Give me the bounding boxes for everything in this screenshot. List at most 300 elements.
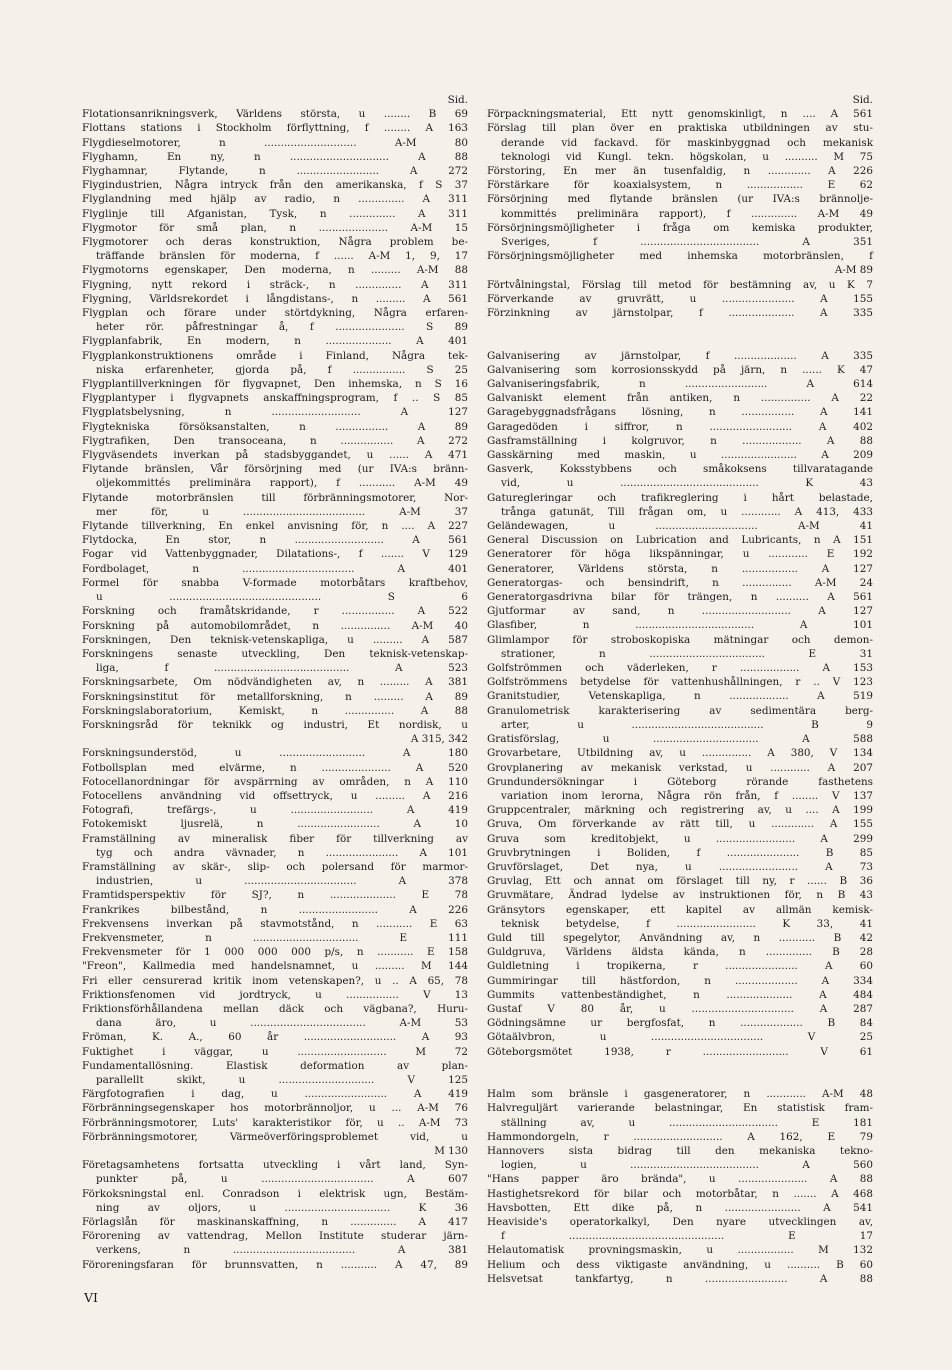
index-entry: [82, 263, 468, 277]
index-entry-text: Forskningsunderstöd, u .......................... A 180: [82, 747, 468, 760]
index-entry-text: Gruva som kreditobjekt, u ........................ A 299: [487, 832, 873, 845]
index-entry: [487, 476, 873, 490]
index-entry: [487, 377, 873, 391]
index-entry: [82, 718, 468, 732]
index-entry-text: Flygplantillverkningen för flygvapnet, Den inhemska, n S 16: [82, 378, 468, 391]
index-entry-text: strationer, n ................................... E 31: [501, 647, 873, 660]
index-entry-text: Gaturegleringar och trafikreglering i hårt belastade,: [487, 491, 873, 504]
index-entry-text: Frekvensmeter för 1 000 000 000 p/s, n ........... E 158: [82, 946, 468, 959]
index-entry: [82, 1187, 468, 1201]
index-entry-text: Förpackningsmaterial, Ett nytt genomskinligt, n .... A 561: [487, 108, 873, 121]
index-entry-text: Grovarbetare, Utbildning av, u ............... A 380, V 134: [487, 747, 873, 760]
index-entry: [487, 121, 873, 135]
index-entry: [82, 1087, 468, 1101]
index-entry-text: Flytande bränslen, Vår försörjning med (ur IVA:s bränn-: [82, 463, 468, 476]
index-entry-text: Guldletning i tropikerna, r ...................... A 60: [487, 960, 873, 973]
index-entry: [82, 704, 468, 718]
index-entry: [487, 547, 873, 561]
index-entry-text: Forskningens senaste utveckling, Den teknisk-vetenskap-: [82, 647, 468, 660]
index-entry: [82, 448, 468, 462]
index-entry: [487, 1215, 873, 1229]
index-entry: [82, 1243, 468, 1257]
index-entry: [82, 974, 468, 988]
index-entry-text: Försörjningsmöjligheter med inhemska motorbränslen, f: [487, 250, 873, 263]
index-entry: [487, 1258, 873, 1272]
index-entry: [487, 1172, 873, 1186]
index-entry-text: Generatorgasdrivna bilar för trängen, n .......... A 561: [487, 591, 873, 604]
index-entry: [487, 618, 873, 632]
index-entry: [82, 306, 468, 320]
index-entry: [82, 1201, 468, 1215]
index-entry: [487, 576, 873, 590]
index-entry: [82, 476, 468, 490]
index-entry-text: Friktionsfenomen vid jordtryck, u ................ V 13: [82, 988, 468, 1001]
index-entry-text: "Freon", Kallmedia med handelsnamnet, u ......... M 144: [82, 960, 468, 973]
index-entry-text: A 315, 342: [410, 733, 468, 746]
index-entry-text: vid, u .......................................... K 43: [501, 477, 873, 490]
index-entry-text: Gruvmätare, Ändrad lydelse av instruktionen för, n B 43: [487, 889, 873, 902]
index-entry: [82, 775, 468, 789]
index-entry: [82, 249, 468, 263]
index-entry: [82, 1045, 468, 1059]
index-entry: [487, 974, 873, 988]
index-entry: [487, 136, 873, 150]
index-entry: [82, 959, 468, 973]
index-entry: [487, 874, 873, 888]
index-entry: [82, 136, 468, 150]
index-entry: [487, 505, 873, 519]
index-entry-text: Flygtrafiken, Den transoceana, n ................ A 272: [82, 434, 468, 447]
index-entry: [487, 1045, 873, 1059]
index-entry: [487, 590, 873, 604]
index-entry-text: Glimlampor för stroboskopiska mätningar och demon-: [487, 633, 873, 646]
index-entry: [487, 420, 873, 434]
index-entry-text: "Hans papper äro brända", u ..................... A 88: [487, 1173, 873, 1186]
index-entry: [82, 661, 468, 675]
index-entry-text: ning av oljors, u ................................ K 36: [96, 1201, 468, 1214]
index-entry-text: Golfströmmens betydelse för vattenhushållningen, r .. V 123: [487, 676, 873, 689]
index-entry-text: Flygplatsbelysning, n ........................... A 127: [82, 406, 468, 419]
index-entry-text: Fotbollsplan med elvärme, n ..................... A 520: [82, 761, 468, 774]
index-entry: [82, 619, 468, 633]
index-entry-text: Flygtekniska försöksanstalten, n ................ A 89: [82, 420, 468, 433]
index-entry-text: Flygplan och förare under störtdykning, Några erfaren-: [82, 307, 468, 320]
index-entry: [487, 207, 873, 221]
index-entry: [487, 846, 873, 860]
index-entries: [487, 107, 873, 1286]
index-entry: [82, 604, 468, 618]
index-entry: [487, 931, 873, 945]
index-entry-text: Föroreningsfaran för brunnsvatten, n ........... A 47, 89: [82, 1258, 468, 1271]
index-entry: [82, 988, 468, 1002]
index-entry-text: Förverkande av gruvrätt, u ...................... A 155: [487, 292, 873, 305]
index-entry-text: Halm som bränsle i gasgeneratorer, n ............ A-M 48: [487, 1088, 873, 1101]
index-entry: [82, 846, 468, 860]
index-entry: [82, 1030, 468, 1044]
index-entry-text: Flyglinje till Afganistan, Tysk, n .............. A 311: [82, 207, 468, 220]
section-gap: [487, 1059, 873, 1073]
index-entry: [82, 732, 468, 746]
index-entry-text: Frankrikes bilbestånd, n ........................ A 226: [82, 903, 468, 916]
index-entry: [487, 1187, 873, 1201]
index-entry-text: Förbränningsmotorer, Luts' karakteristikor för, u .. A-M 73: [82, 1116, 468, 1129]
index-entry: [82, 349, 468, 363]
index-entry-text: Flygplantyper i flygvapnets anskaffningsprogram, f .. S 85: [82, 392, 468, 405]
section-gap: [487, 334, 873, 348]
index-entry-text: Företagsamhetens fortsatta utveckling i vårt land, Syn-: [82, 1159, 468, 1172]
index-entry: [82, 1258, 468, 1272]
index-entry-text: derande vid fackavd. för maskinbyggnad och mekanisk: [501, 136, 873, 149]
index-entry-text: Flygning, nytt rekord i sträck-, n .............. A 311: [82, 278, 468, 291]
index-entry-text: Flygväsendets inverkan på stadsbyggandet, u ...... A 471: [82, 449, 468, 462]
index-entry-text: Forskningslaboratorium, Kemiskt, n ............... A 88: [82, 704, 468, 717]
index-entry: [487, 434, 873, 448]
index-entry-text: Förlagslån för maskinanskaffning, n .............. A 417: [82, 1216, 468, 1229]
index-entry: [82, 1059, 468, 1073]
index-entry-text: Galvanisering som korrosionsskydd på järn, n ...... K 47: [487, 363, 873, 376]
index-entry: [82, 832, 468, 846]
index-entry: [82, 434, 468, 448]
index-entry: [82, 420, 468, 434]
index-entry-text: kommittés preliminära rapport), f .............. A-M 49: [501, 207, 873, 220]
index-entry: [487, 235, 873, 249]
index-entry-text: Framtidsperspektiv för SJ?, n .................... E 78: [82, 889, 468, 902]
index-entry: [82, 278, 468, 292]
index-entry-text: heter rör. påfrestningar å, f ..................... S 89: [96, 321, 468, 334]
index-entry-text: Gasskärning med maskin, u ....................... A 209: [487, 449, 873, 462]
index-entry: [487, 888, 873, 902]
index-entry-text: Förtvålningstal, Förslag till metod för bestämning av, u K 7: [487, 278, 873, 291]
index-entry-text: Generatorer, Världens största, n ................. A 127: [487, 562, 873, 575]
index-entry: [487, 1201, 873, 1215]
index-entry-text: Fordbolaget, n .................................. A 401: [82, 562, 468, 575]
index-entry-text: Galvanisering av järnstolpar, f ................... A 335: [487, 349, 873, 362]
index-entry: [487, 832, 873, 846]
index-entry: [82, 292, 468, 306]
index-entry-text: Förkoksningstal enl. Conradson i elektrisk ugn, Bestäm-: [82, 1187, 468, 1200]
index-entry-text: Framställning av skär-, slip- och polersand för marmor-: [82, 860, 468, 873]
index-entry-text: Fotocellanordningar för avspärrning av områden, n A 110: [82, 775, 468, 788]
index-entry-text: f ............................................... E 17: [501, 1230, 873, 1243]
index-entry: [487, 917, 873, 931]
index-entry: [487, 1272, 873, 1286]
page-number: VI: [84, 1290, 98, 1305]
index-entry-text: Hastighetsrekord för bilar och motorbåtar, n ....... A 468: [487, 1187, 873, 1200]
index-entry: [487, 1030, 873, 1044]
index-entry-text: Gustaf V 80 år, u ............................... A 287: [487, 1002, 873, 1015]
index-entry-text: industrien, u .................................. A 378: [96, 875, 468, 888]
index-entry: [82, 1158, 468, 1172]
index-entry: [487, 1016, 873, 1030]
index-entry: [82, 363, 468, 377]
index-entry: [82, 405, 468, 419]
index-entry: [82, 462, 468, 476]
index-entry-text: Formel för snabba V-formade motorbåtars kraftbehov,: [82, 576, 468, 589]
index-entry: [82, 1101, 468, 1115]
index-entry: [487, 221, 873, 235]
index-entry: [487, 1101, 873, 1115]
index-entry: [487, 647, 873, 661]
index-entry-text: Heaviside's operatorkalkyl, Den nyare utvecklingen av,: [487, 1215, 873, 1228]
index-entry-text: arter, u ........................................ B 9: [501, 718, 873, 731]
index-entry: [82, 391, 468, 405]
index-entry: [487, 746, 873, 760]
index-entry-text: ställning av, u ................................. E 181: [501, 1116, 873, 1129]
index-entry-text: Forskningen, Den teknisk-vetenskapliga, u ......... A 587: [82, 633, 468, 646]
index-entry-text: Friktionsförhållandena mellan däck och vägbana?, Huru-: [82, 1002, 468, 1015]
index-entry-text: Framställning av mineralisk fiber för tillverkning av: [82, 832, 468, 845]
index-entry-text: oljekommittés preliminära rapport), f ........... A-M 49: [96, 477, 468, 490]
index-entry: [487, 817, 873, 831]
index-entry-text: Garagebyggnadsfrågans lösning, n ................ A 141: [487, 406, 873, 419]
index-entry-text: Flytdocka, En stor, n ........................... A 561: [82, 534, 468, 547]
index-entry: [82, 547, 468, 561]
index-entry-text: parallellt skikt, u ............................. V 125: [96, 1074, 468, 1086]
index-entry: [487, 249, 873, 263]
index-entry-text: u .............................................. S 6: [96, 591, 468, 604]
index-entry-text: Galvaniseringsfabrik, n ......................... A 614: [487, 378, 873, 391]
index-entry: [82, 917, 468, 931]
index-entry-text: Flotationsanrikningsverk, Världens största, u ........ B 69: [82, 108, 468, 121]
index-entry-text: punkter på, u .................................. A 607: [96, 1173, 468, 1186]
index-entry-text: träffande bränslen för moderna, f ...... A-M 1, 9, 17: [96, 250, 468, 263]
index-entry: [82, 931, 468, 945]
index-entry: [487, 1144, 873, 1158]
index-entry-text: Forskningsinstitut för metallforskning, n ......... A 89: [82, 690, 468, 703]
index-entry-text: Fotografi, trefärgs-, u ......................... A 419: [82, 804, 468, 817]
index-entry: [487, 150, 873, 164]
index-entry-text: liga, f ......................................... A 523: [96, 662, 468, 675]
index-entry: [82, 789, 468, 803]
index-entry: [487, 903, 873, 917]
index-entry-text: Grovplanering av mekanisk verkstad, u ............ A 207: [487, 761, 873, 774]
index-entry: [82, 675, 468, 689]
index-entry-text: Guldgruva, Världens äldsta kända, n .............. B 28: [487, 946, 873, 959]
index-entry: [487, 1130, 873, 1144]
index-entry-text: Gummiringar till hästfordon, n ................... A 334: [487, 974, 873, 987]
index-entry-text: Galvaniskt element från antiken, n ............... A 22: [487, 392, 873, 405]
index-entry: [487, 178, 873, 192]
index-entry: [82, 1229, 468, 1243]
index-entry: [82, 178, 468, 192]
index-entry: [82, 207, 468, 221]
index-entry: [82, 903, 468, 917]
index-entry: [82, 874, 468, 888]
index-entry-text: Fogar vid Vattenbyggnader, Dilatations-, f ....... V 129: [82, 548, 468, 561]
index-entry: [487, 803, 873, 817]
index-entries: [82, 107, 468, 1272]
index-entry: [82, 235, 468, 249]
index-entry-text: mer för, u ..................................... A-M 37: [96, 505, 468, 518]
index-entry: [82, 1130, 468, 1144]
index-entry-text: Fundamentallösning. Elastisk deformation av plan-: [82, 1059, 468, 1072]
index-column-right: [487, 93, 873, 1286]
index-entry-text: Geländewagen, u ............................... A-M 41: [487, 520, 873, 533]
index-entry-text: teknisk betydelse, f ........................ K 33, 41: [501, 917, 873, 930]
index-entry: [82, 107, 468, 121]
index-entry: [82, 633, 468, 647]
index-entry: [487, 519, 873, 533]
index-entry-text: Gruvförslaget, Det nya, u ........................ A 73: [487, 860, 873, 873]
index-entry: [82, 533, 468, 547]
section-gap: [487, 1073, 873, 1087]
index-entry: [82, 860, 468, 874]
index-entry-text: Gasverk, Koksstybbens och småkoksens tillvaratagande: [487, 463, 873, 476]
index-entry: [487, 1158, 873, 1172]
index-entry: [487, 1243, 873, 1257]
index-entry: [487, 860, 873, 874]
index-entry-text: Generatorgas- och bensindrift, n ............... A-M 24: [487, 576, 873, 589]
index-entry-text: Försörjningsmöjligheter i fråga om kemiska produkter,: [487, 221, 873, 234]
index-entry-text: Flygplanfabrik, En modern, n .................... A 401: [82, 335, 468, 348]
index-entry-text: Helium och dess viktigaste användning, u .......... B 60: [487, 1258, 873, 1271]
index-entry-text: Flygmotor för små plan, n ..................... A-M 15: [82, 221, 468, 234]
index-entry-text: Gasframställning i kolgruvor, n .................. A 88: [487, 434, 873, 447]
index-entry-text: Flygmotorns egenskaper, Den moderna, n ......... A-M 88: [82, 264, 468, 277]
index-entry-text: Förstärkare för koaxialsystem, n ................. E 62: [487, 179, 873, 192]
index-entry-text: Granitstudier, Vetenskapliga, n .................. A 519: [487, 690, 873, 703]
index-entry-text: niska erfarenheter, gjorda på, f ................ S 25: [96, 363, 468, 376]
index-entry-text: A-M 89: [834, 264, 873, 277]
index-entry: [82, 221, 468, 235]
index-entry: [487, 661, 873, 675]
index-entry: [82, 690, 468, 704]
index-entry: [82, 817, 468, 831]
index-entry: [82, 150, 468, 164]
index-entry-text: Förzinkning av järnstolpar, f .................... A 335: [487, 307, 873, 320]
index-entry-text: Forskning och framåtskridande, r ................ A 522: [82, 605, 468, 618]
index-entry: [82, 761, 468, 775]
index-entry: [487, 462, 873, 476]
index-entry-text: Forskningsråd för teknikk og industri, Et nordisk, u: [82, 718, 468, 731]
index-entry: [487, 1087, 873, 1101]
index-entry: [82, 334, 468, 348]
section-gap: [487, 320, 873, 334]
index-entry: [487, 789, 873, 803]
index-entry-text: M 130: [434, 1145, 468, 1158]
index-entry-text: Grundundersökningar i Göteborg rörande fasthetens: [487, 775, 873, 788]
index-entry: [82, 803, 468, 817]
index-entry: [82, 647, 468, 661]
index-entry: [487, 306, 873, 320]
index-entry-text: Hammondorgeln, r ........................... A 162, E 79: [487, 1130, 873, 1143]
index-entry-text: Gödningsämne ur bergfosfat, n ................... B 84: [487, 1017, 873, 1030]
index-column-left: [82, 93, 468, 1272]
page-column-header: Sid.: [852, 94, 873, 106]
index-entry-text: dana äro, u ................................... A-M 53: [96, 1017, 468, 1030]
index-entry: [82, 888, 468, 902]
index-entry-text: Fuktighet i väggar, u ........................... M 72: [82, 1045, 468, 1058]
index-entry: [487, 732, 873, 746]
index-entry-text: Hannovers sista bidrag till den mekaniska tekno-: [487, 1144, 873, 1157]
index-entry-text: trånga gatunät, Till frågan om, u ............ A 413, 433: [501, 505, 873, 518]
index-entry-text: Guld till spegelytor, Användning av, n ........... B 42: [487, 931, 873, 944]
index-entry-text: Göteborgsmötet 1938, r .......................... V 61: [487, 1045, 873, 1058]
index-entry-text: Fri eller censurerad kritik inom vetenskapen?, u .. A 65, 78: [82, 974, 468, 987]
index-entry-text: Flygmotorer och deras konstruktion, Några problem be-: [82, 236, 468, 249]
index-entry-text: Frekvensmeter, n ................................ E 111: [82, 931, 468, 944]
page-column-header: Sid.: [447, 94, 468, 106]
index-entry: [487, 533, 873, 547]
index-entry-text: Forskningsarbete, Om nödvändigheten av, n ......... A 381: [82, 676, 468, 689]
index-entry: [487, 107, 873, 121]
index-entry-text: teknologi vid Kungl. tekn. högskolan, u .......... M 75: [501, 150, 873, 163]
index-entry-text: Frekvensens inverkan på stavmotstånd, n ........... E 63: [82, 917, 468, 930]
index-entry: [487, 704, 873, 718]
index-entry-text: Flygning, Världsrekordet i långdistans-, n ......... A 561: [82, 292, 468, 305]
index-entry-text: Helautomatisk provningsmaskin, u ................. M 132: [487, 1244, 873, 1257]
index-entry-text: Gruvlag, Ett och annat om förslaget till ny, r ...... B 36: [487, 875, 873, 888]
index-entry: [82, 320, 468, 334]
index-entry-text: Gruppcentraler, märkning och registrering av, u .... A 199: [487, 804, 873, 817]
index-entry: [487, 263, 873, 277]
index-entry-text: Flygplankonstruktionens område i Finland, Några tek-: [82, 349, 468, 362]
index-entry: [487, 349, 873, 363]
index-entry: [82, 746, 468, 760]
index-entry: [82, 121, 468, 135]
index-entry: [82, 192, 468, 206]
index-entry-text: Flyglandning med hjälp av radio, n .............. A 311: [82, 193, 468, 206]
index-entry: [82, 505, 468, 519]
index-entry: [82, 1144, 468, 1158]
index-entry-text: Granulometrisk karakterisering av sedimentära berg-: [487, 704, 873, 717]
index-entry: [487, 761, 873, 775]
index-entry: [487, 363, 873, 377]
index-entry: [82, 164, 468, 178]
index-entry: [82, 590, 468, 604]
index-entry-text: Gummits vattenbeständighet, n .................... A 484: [487, 988, 873, 1001]
index-entry: [487, 448, 873, 462]
index-entry: [487, 1229, 873, 1243]
index-entry-text: verkens, n ..................................... A 381: [96, 1244, 468, 1257]
index-entry: [82, 1073, 468, 1087]
index-entry-text: Förslag till plan över en praktiska utbildningen av stu-: [487, 122, 873, 135]
index-entry: [82, 562, 468, 576]
index-entry-text: Flygdieselmotorer, n ............................ A-M 80: [82, 136, 468, 149]
index-entry-text: Fotocellens användning vid offsettryck, u ......... A 216: [82, 789, 468, 802]
index-entry-text: Fotokemiskt ljusrelä, n ......................... A 10: [82, 818, 468, 831]
index-entry-text: Flygindustrien, Några intryck från den amerikanska, f S 37: [82, 179, 468, 192]
index-entry: [487, 959, 873, 973]
index-entry-text: Förbränningsegenskaper hos motorbrännoljor, u ... A-M 76: [82, 1102, 468, 1115]
index-entry-text: Garagedöden i siffror, n ......................... A 402: [487, 420, 873, 433]
index-entry-text: Gruvbrytningen i Boliden, f ...................... B 85: [487, 846, 873, 859]
index-entry: [82, 1116, 468, 1130]
index-entry: [487, 1116, 873, 1130]
index-entry: [487, 278, 873, 292]
index-entry: [82, 1172, 468, 1186]
index-entry-text: Flottans stations i Stockholm förflyttning, f ........ A 163: [82, 122, 468, 135]
index-entry-text: variation inom lerorna, Några rön från, f ........ V 137: [501, 789, 873, 802]
index-entry: [82, 377, 468, 391]
index-entry-text: Förstoring, En mer än tusenfaldig, n ............. A 226: [487, 165, 873, 177]
index-entry: [487, 164, 873, 178]
index-entry: [487, 405, 873, 419]
index-entry: [82, 1002, 468, 1016]
index-entry-text: Gjutformar av sand, n ........................... A 127: [487, 605, 873, 618]
index-entry: [82, 576, 468, 590]
index-entry-text: Sveriges, f .................................... A 351: [501, 236, 873, 249]
index-entry: [82, 1016, 468, 1030]
index-entry-text: Flytande motorbränslen till förbränningsmotorer, Nor-: [82, 491, 468, 504]
index-entry-text: tyg och andra vävnader, n ...................... A 101: [96, 846, 468, 859]
index-entry-text: Forskning på automobilområdet, n ............... A-M 40: [82, 619, 468, 632]
index-entry-text: Halvreguljärt varierande belastningar, En statistisk fram-: [487, 1102, 873, 1115]
index-entry-text: Färgfotografien i dag, u ......................... A 419: [82, 1088, 468, 1101]
index-entry: [487, 604, 873, 618]
index-entry: [487, 192, 873, 206]
index-entry-text: Gratisförslag, u ................................ A 588: [487, 733, 873, 746]
